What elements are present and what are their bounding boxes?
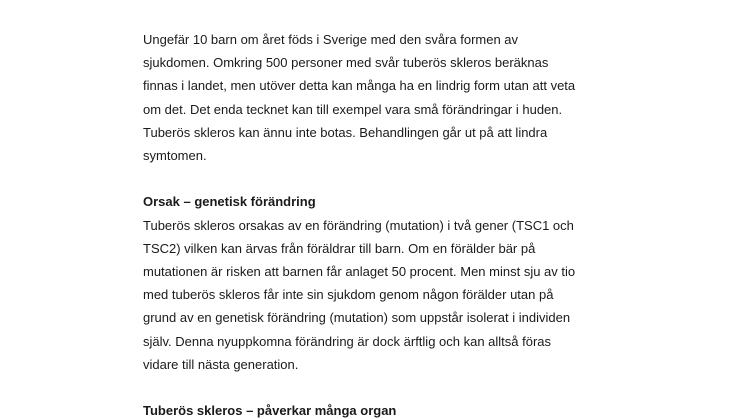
paragraph-line: TSC2) vilken kan ärvas från föräldrar till barn. Om en förälder bär på <box>143 240 536 256</box>
paragraph-line: sjukdomen. Omkring 500 personer med svår tuberös skleros beräknas <box>143 55 549 71</box>
organs-section <box>143 399 613 419</box>
cause-section <box>143 190 613 376</box>
paragraph-line: vidare till nästa generation. <box>143 356 299 372</box>
paragraph-line: själv. Denna nyuppkomna förändring är dock ärftlig och kan alltså föras <box>143 333 552 349</box>
paragraph-line: med tuberös skleros får inte sin sjukdom genom någon förälder utan på <box>143 287 554 303</box>
section-heading-cause: Orsak – genetisk förändring <box>143 194 316 210</box>
paragraph-line: mutationen är risken att barnen får anlaget 50 procent. Men minst sju av tio <box>143 264 576 280</box>
document-body <box>143 28 613 419</box>
section-heading-organs: Tuberös skleros – påverkar många organ <box>143 403 397 419</box>
paragraph-line: finnas i landet, men utöver detta kan många ha en lindrig form utan att veta <box>143 78 576 94</box>
paragraph-line: Ungefär 10 barn om året föds i Sverige med den svåra formen av <box>143 32 519 47</box>
paragraph-line: grund av en genetisk förändring (mutation) som uppstår isolerat i individen <box>143 310 571 326</box>
paragraph-line: Tuberös skleros orsakas av en förändring (mutation) i två gener (TSC1 och <box>143 217 574 233</box>
paragraph-line: om det. Det enda tecknet kan till exempel vara små förändringar i huden. <box>143 101 563 117</box>
intro-paragraph <box>143 28 613 167</box>
paragraph-line: Tuberös skleros kan ännu inte botas. Behandlingen går ut på att lindra <box>143 124 548 140</box>
paragraph-line: symtomen. <box>143 148 207 164</box>
